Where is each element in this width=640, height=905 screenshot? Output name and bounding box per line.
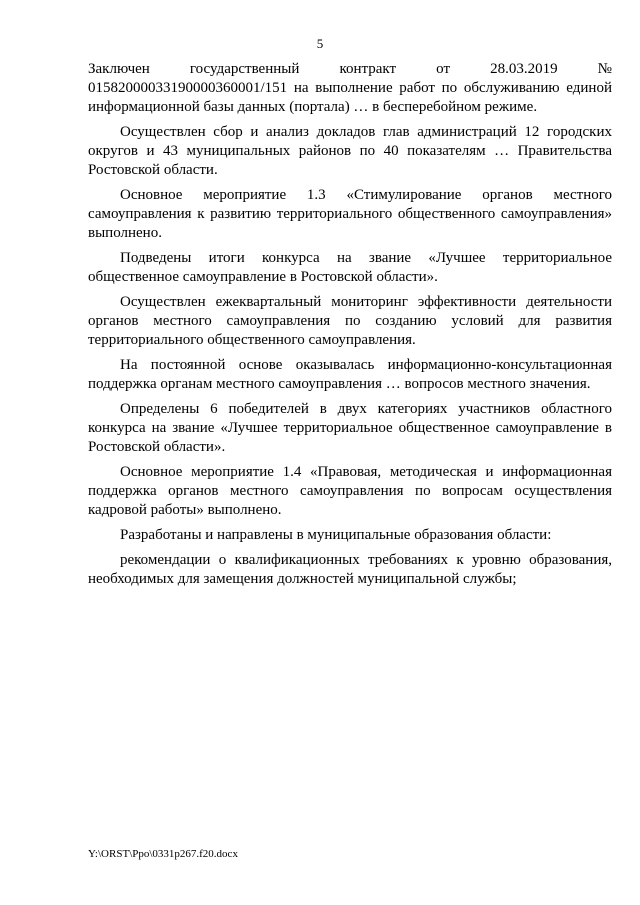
paragraph-contract: Заключен государственный контракт от 28.03.2019 № 01582000033190000360001/151 на выполнение работ по обслуживанию единой информационной базы данных (портала) … в бесперебойном режиме. (88, 61, 612, 115)
paragraph-quarterly-monitoring: Осуществлен ежеквартальный мониторинг эффективности деятельности органов местного самоуправления по созданию условий для развития территориального общественного самоуправления. (88, 294, 612, 348)
paragraph-monitoring-reports: Осуществлен сбор и анализ докладов глав администраций 12 городских округов и 43 муниципальных районов по 40 показателям … Правительства Ростовской области. (88, 124, 612, 178)
paragraph-winners: Определены 6 победителей в двух категориях участников областного конкурса на звание «Лучшее территориальное общественное самоуправление в Ростовской области». (88, 401, 612, 455)
footer-file-path: Y:\ORST\Ppo\0331p267.f20.docx (88, 848, 238, 860)
paragraph-measure-1-4: Основное мероприятие 1.4 «Правовая, методическая и информационная поддержка органов местного самоуправления по вопросам осуществления кадровой работы» выполнено. (88, 464, 612, 518)
paragraph-contest-results: Подведены итоги конкурса на звание «Лучшее территориальное общественное самоуправление в Ростовской области». (88, 250, 612, 285)
paragraph-recommendations: рекомендации о квалификационных требованиях к уровню образования, необходимых для замещения должностей муниципальной службы; (88, 552, 612, 587)
paragraph-measure-1-3: Основное мероприятие 1.3 «Стимулирование органов местного самоуправления к развитию территориального общественного самоуправления» выполнено. (88, 187, 612, 241)
page-number: 5 (316, 36, 324, 51)
paragraph-sent-materials: Разработаны и направлены в муниципальные образования области: (120, 527, 552, 543)
paragraph-consulting-support: На постоянной основе оказывалась информационно-консультационная поддержка органам местного самоуправления … вопросов местного значения. (88, 357, 612, 392)
document-body (88, 60, 612, 595)
